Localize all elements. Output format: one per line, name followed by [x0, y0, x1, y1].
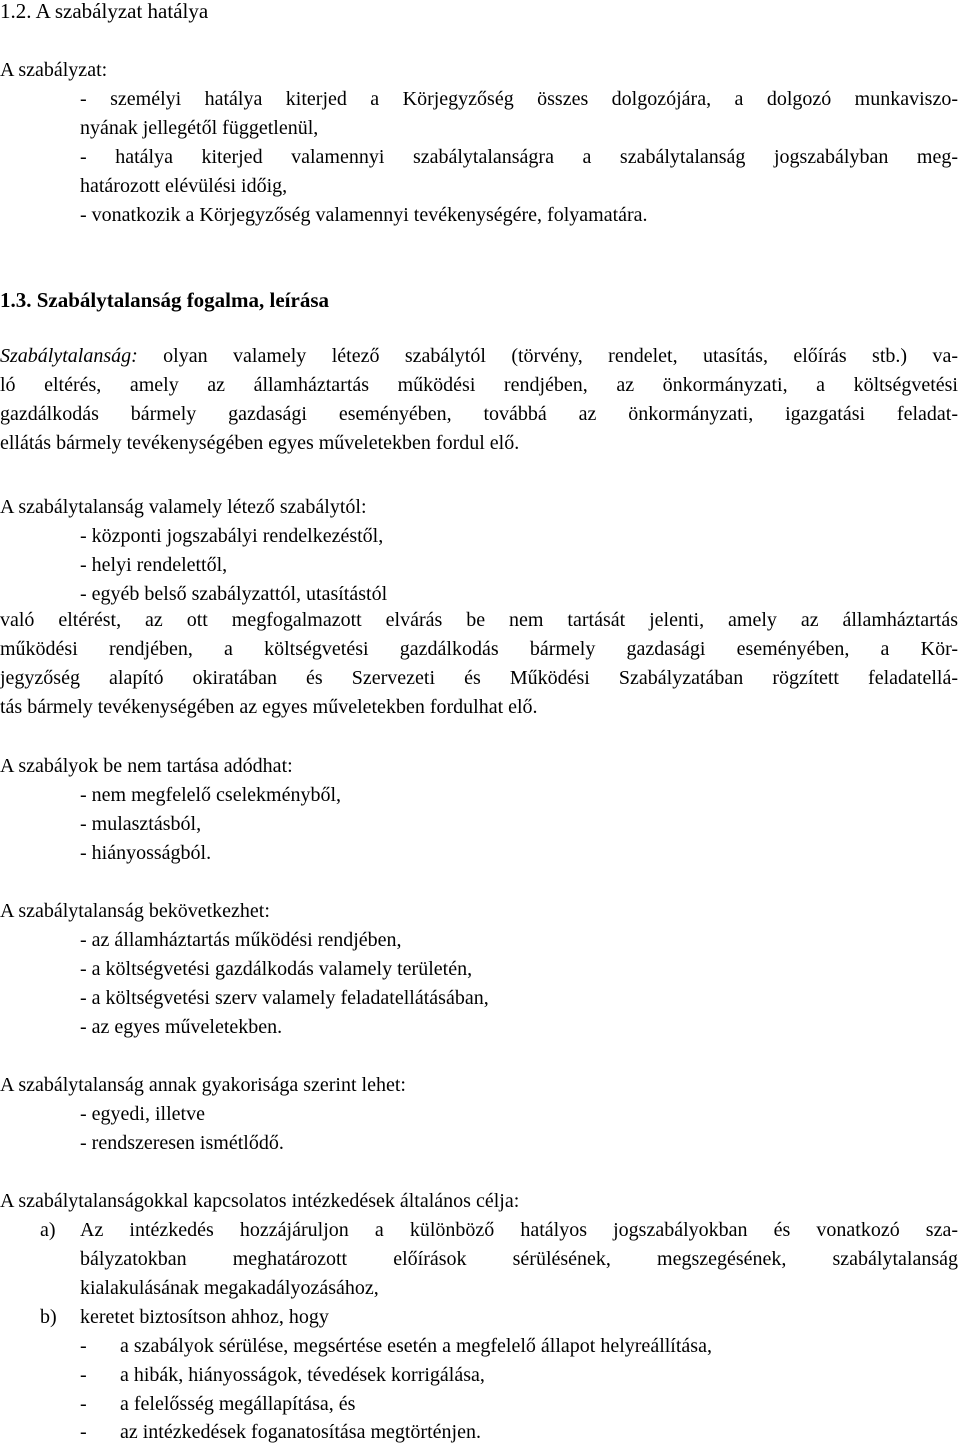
occurrence-item: - az államháztartás működési rendjében,: [80, 929, 402, 951]
causes-intro: A szabályok be nem tartása adódhat:: [0, 755, 293, 777]
section-1-3-title: 1.3. Szabálytalanság fogalma, leírása: [0, 288, 329, 312]
frequency-item: - egyedi, illetve: [80, 1103, 205, 1125]
deviation-line: működési rendjében, a költségvetési gazdálkodás bármely gazdasági eseményében, a Kör-: [0, 638, 958, 660]
frequency-intro: A szabálytalanság annak gyakorisága szerint lehet:: [0, 1074, 406, 1096]
definition-line: ló eltérés, amely az államháztartás működési rendjében, az önkormányzati, a költségvetési: [0, 374, 958, 396]
cause-item: - nem megfelelő cselekményből,: [80, 784, 342, 806]
deviation-item: - egyéb belső szabályzattól, utasítástól: [80, 583, 388, 605]
definition-line: [0, 342, 958, 371]
deviation-line: tás bármely tevékenységében az egyes műveletekben fordulhat elő.: [0, 696, 538, 718]
deviation-paragraph: [0, 606, 958, 722]
measure-b-text: keretet biztosítson ahhoz, hogy: [80, 1306, 329, 1328]
scope-intro: A szabályzat:: [0, 59, 108, 81]
definition-text: olyan valamely létező szabálytól (törvény, rendelet, utasítás, előírás stb.) va-: [137, 345, 958, 367]
measure-b-item: a hibák, hiányosságok, tévedések korrigálása,: [120, 1364, 485, 1386]
cause-item: - mulasztásból,: [80, 813, 202, 835]
measure-b-dash: -: [80, 1393, 87, 1415]
definition-line: ellátás bármely tevékenységében egyes műveletekben fordul elő.: [0, 432, 520, 454]
deviation-line: való eltérést, az ott megfogalmazott elvárás be nem tartását jelenti, amely az államháztartás: [0, 609, 958, 631]
measure-b-item: a felelősség megállapítása, és: [120, 1393, 356, 1415]
scope-item-line: - hatálya kiterjed valamennyi szabálytalanságra a szabálytalanság jogszabályban meg-: [80, 146, 958, 168]
measure-b-item: az intézkedések foganatosítása megtörténjen.: [120, 1421, 481, 1443]
section-1-2-title: 1.2. A szabályzat hatálya: [0, 0, 209, 23]
scope-item-personal: [80, 85, 958, 143]
occurrence-item: - a költségvetési gazdálkodás valamely területén,: [80, 958, 473, 980]
measure-b-dash: -: [80, 1364, 87, 1386]
measure-b-dash: -: [80, 1335, 87, 1357]
occurrence-item: - a költségvetési szerv valamely feladatellátásában,: [80, 987, 489, 1009]
scope-item-line: határozott elévülési időig,: [80, 175, 288, 197]
deviation-item: - központi jogszabályi rendelkezéstől,: [80, 525, 384, 547]
scope-item-line: - vonatkozik a Körjegyzőség valamennyi tevékenységére, folyamatára.: [80, 204, 648, 226]
measures-intro: A szabálytalanságokkal kapcsolatos intézkedések általános célja:: [0, 1190, 520, 1212]
definition-line: gazdálkodás bármely gazdasági eseményében, továbbá az önkormányzati, igazgatási feladat-: [0, 403, 958, 425]
scope-item-activities: [80, 201, 958, 230]
cause-item: - hiányosságból.: [80, 842, 212, 864]
definition-paragraph: [0, 342, 958, 458]
measure-b-dash: -: [80, 1421, 87, 1443]
deviation-line: jegyzőség alapító okiratában és Szervezeti és Működési Szabályzatában rögzített feladatellá-: [0, 667, 958, 689]
measure-a-line: Az intézkedés hozzájáruljon a különböző hatályos jogszabályokban és vonatkozó sza-: [80, 1219, 958, 1241]
measure-b-marker: b): [40, 1306, 57, 1328]
measure-b-item: a szabályok sérülése, megsértése esetén a megfelelő állapot helyreállítása,: [120, 1335, 712, 1357]
definition-term: Szabálytalanság:: [0, 345, 138, 367]
deviation-intro: A szabálytalanság valamely létező szabálytól:: [0, 496, 367, 518]
scope-item-line: - személyi hatálya kiterjed a Körjegyzőség összes dolgozójára, a dolgozó munkaviszo-: [80, 88, 958, 110]
occurrence-item: - az egyes műveletekben.: [80, 1016, 283, 1038]
measure-a-line: bályzatokban meghatározott előírások sérülésének, megszegésének, szabálytalanság: [80, 1248, 958, 1270]
occurrence-intro: A szabálytalanság bekövetkezhet:: [0, 900, 270, 922]
scope-item-irregularity: [80, 143, 958, 201]
measure-a-marker: a): [40, 1219, 56, 1241]
scope-item-line: nyának jellegétől függetlenül,: [80, 117, 319, 139]
measure-a-line: kialakulásának megakadályozásához,: [80, 1277, 379, 1299]
deviation-item: - helyi rendelettől,: [80, 554, 228, 576]
measure-a-text: [80, 1216, 958, 1303]
frequency-item: - rendszeresen ismétlődő.: [80, 1132, 284, 1154]
